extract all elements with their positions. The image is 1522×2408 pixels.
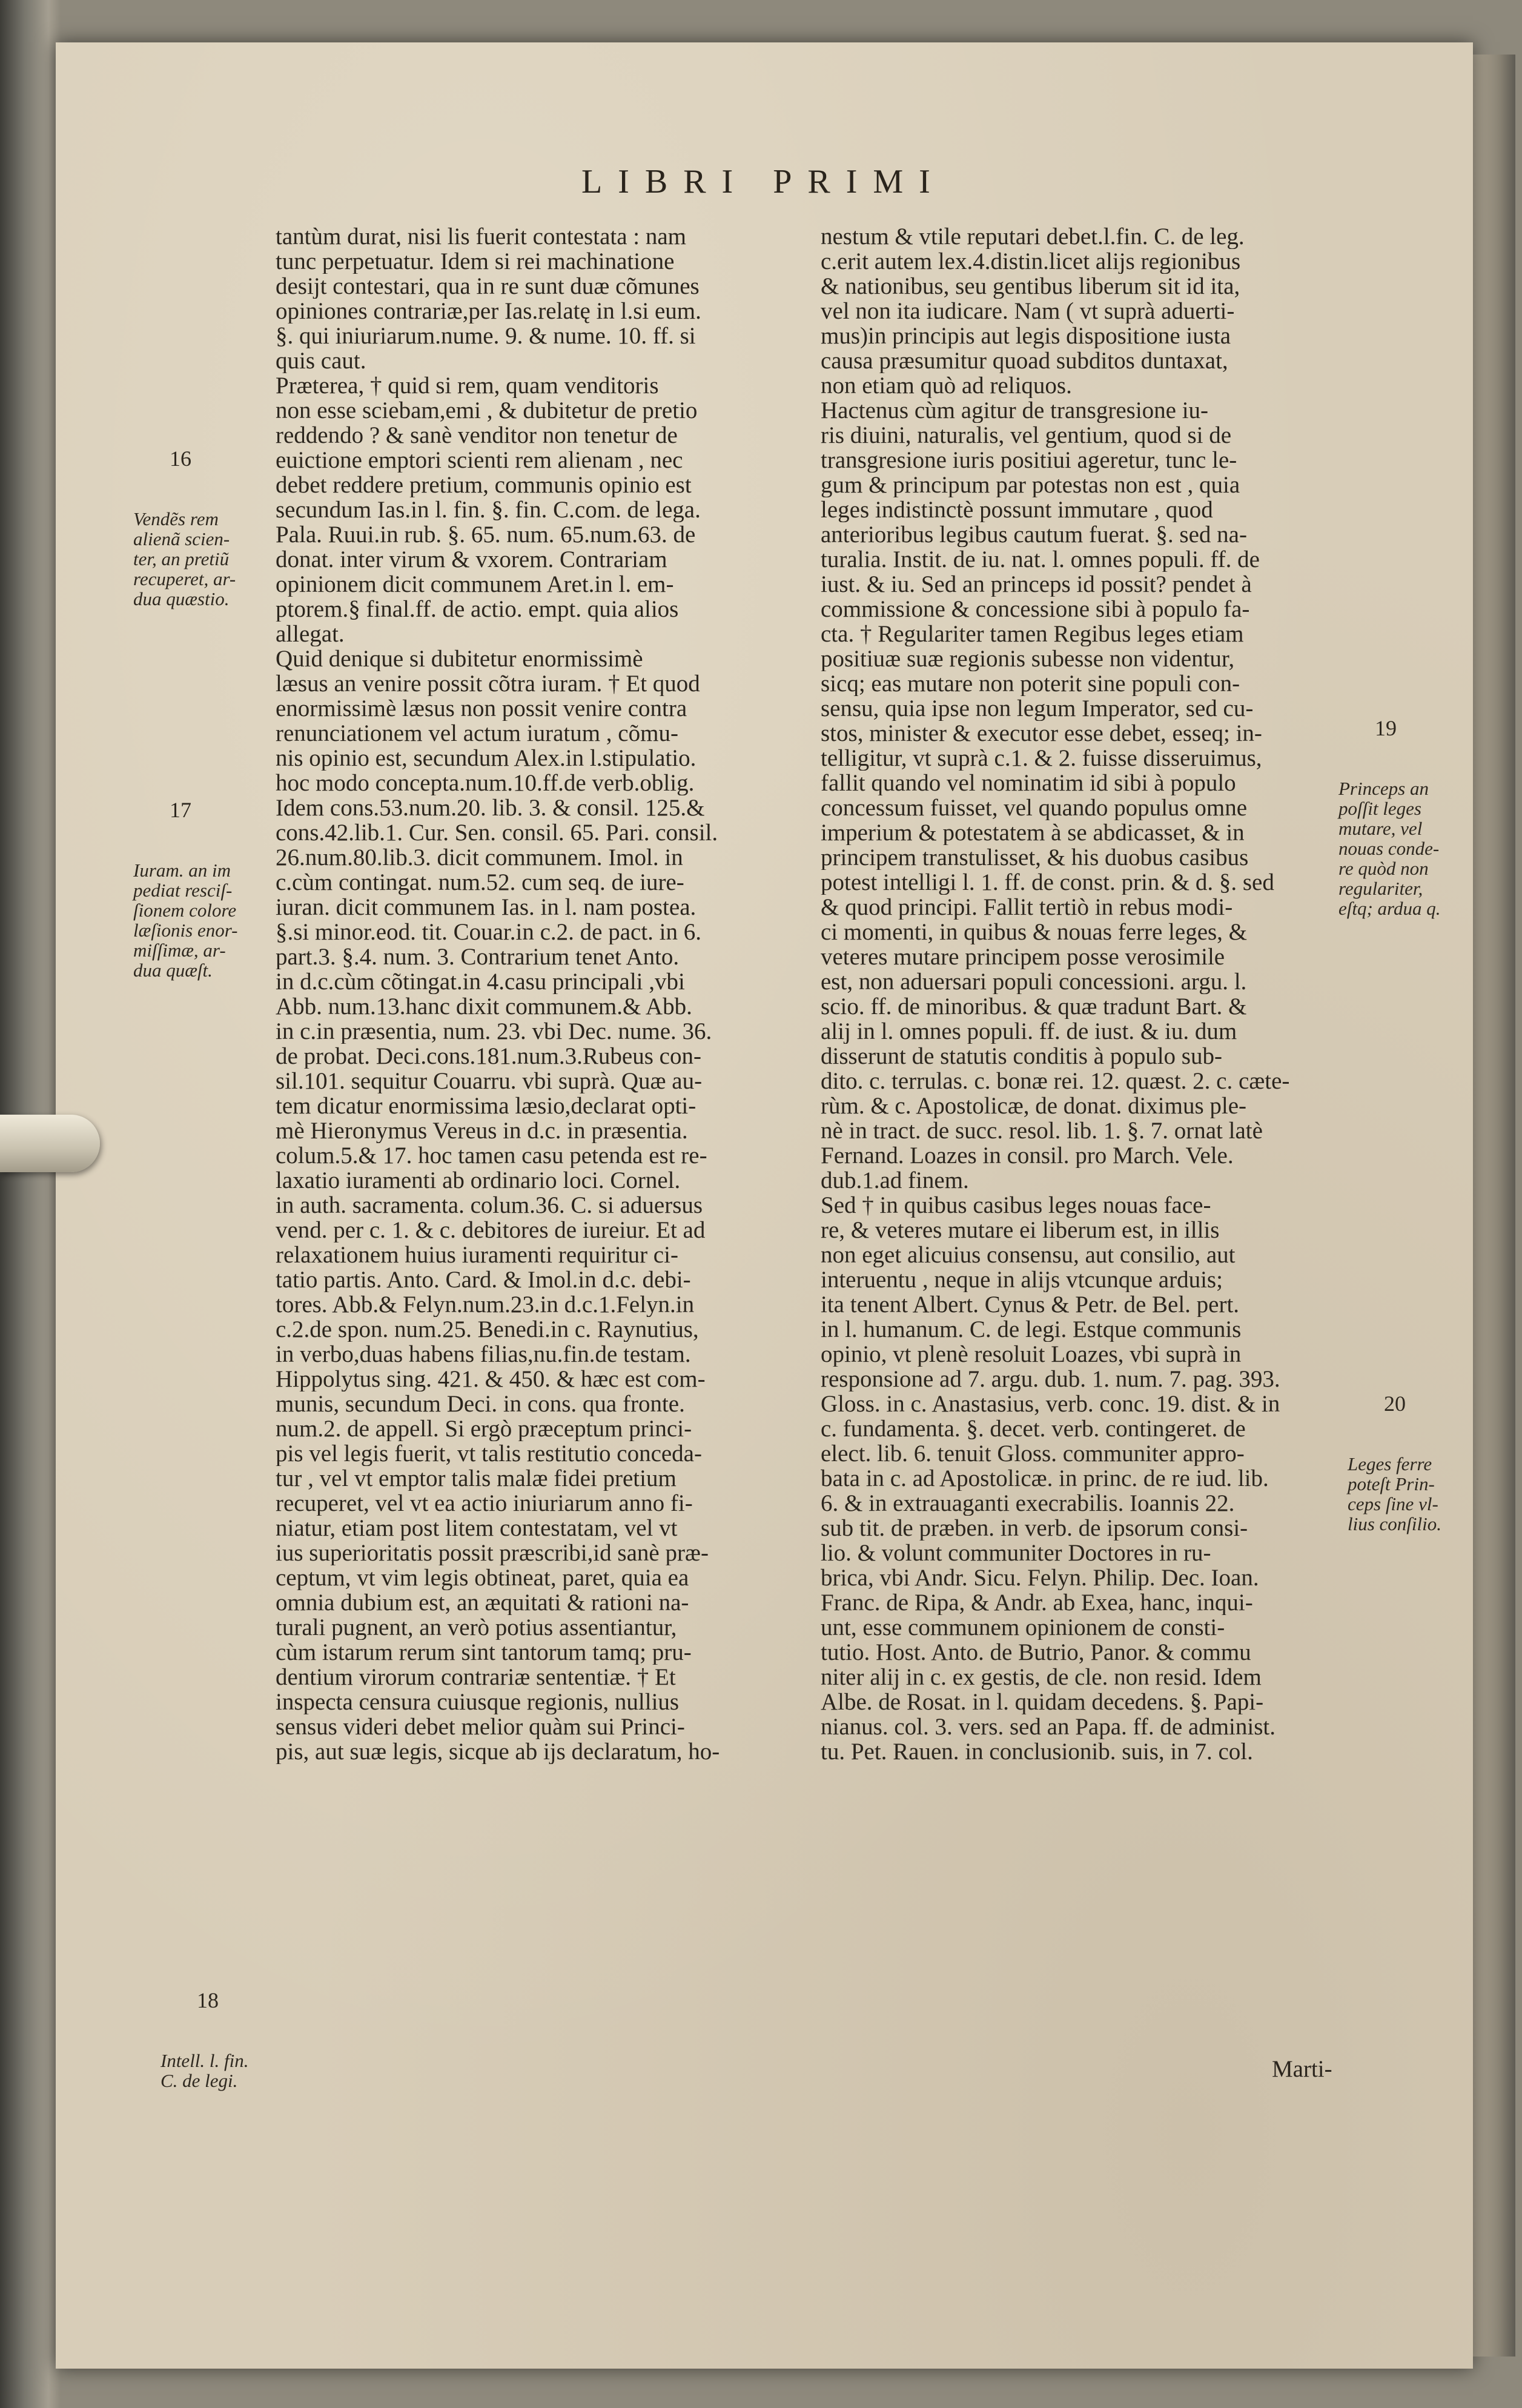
text-line: potest intelligi l. 1. ff. de const. prin. & d. §. sed bbox=[821, 870, 1274, 895]
margin-note-line: poteſt Prin- bbox=[1348, 1473, 1435, 1494]
text-line: opinionem dicit communem Aret.in l. em- bbox=[276, 572, 674, 597]
text-line: nestum & vtile reputari debet.l.fin. C. de leg. bbox=[821, 224, 1245, 249]
margin-note-line: ter, an pretiũ bbox=[133, 548, 230, 569]
text-line: & quod principi. Fallit tertiò in rebus modi- bbox=[821, 895, 1233, 920]
text-line: 26.num.80.lib.3. dicit communem. Imol. in bbox=[276, 845, 683, 870]
text-line: nis opinio est, secundum Alex.in l.stipulatio. bbox=[276, 746, 696, 771]
text-line: niter alij in c. ex gestis, de cle. non resid. Idem bbox=[821, 1665, 1262, 1690]
text-line: opinio, vt plenè resoluit Loazes, vbi suprà in bbox=[821, 1342, 1242, 1367]
margin-note-17 bbox=[133, 760, 273, 1000]
text-line: interuentu , neque in alijs vtcunque arduis; bbox=[821, 1267, 1223, 1292]
text-line: iust. & iu. Sed an princeps id possit? pendet à bbox=[821, 572, 1252, 597]
margin-note-16 bbox=[133, 409, 273, 629]
margin-note-line: læſionis enor- bbox=[133, 920, 238, 941]
text-line: tur , vel vt emptor talis malæ fidei pretium bbox=[276, 1466, 677, 1491]
text-line: desijt contestari, qua in re sunt duæ cõmunes bbox=[276, 274, 700, 299]
margin-note-number: 16 bbox=[170, 446, 191, 471]
text-line: commissione & concessione sibi à populo fa- bbox=[821, 597, 1250, 622]
text-line: §.si minor.eod. tit. Couar.in c.2. de pact. in 6. bbox=[276, 920, 701, 944]
margin-note-line: Vendẽs rem bbox=[133, 508, 219, 529]
text-line: cta. † Regulariter tamen Regibus leges etiam bbox=[821, 622, 1244, 646]
text-line: part.3. §.4. num. 3. Contrarium tenet Anto. bbox=[276, 944, 680, 969]
text-line: dentium virorum contrariæ sententiæ. † Et bbox=[276, 1665, 676, 1690]
text-line: Pala. Ruui.in rub. §. 65. num. 65.num.63. de bbox=[276, 522, 696, 547]
text-line: Sed † in quibus casibus leges nouas face- bbox=[821, 1193, 1211, 1218]
text-line: & nationibus, seu gentibus liberum sit id ita, bbox=[821, 274, 1240, 299]
text-line: unt, esse communem opinionem de consti- bbox=[821, 1615, 1225, 1640]
text-line: in l. humanum. C. de legi. Estque communis bbox=[821, 1317, 1242, 1342]
text-line: pis vel legis fuerit, vt talis restitutio conceda- bbox=[276, 1441, 702, 1466]
text-line: §. qui iniuriarum.nume. 9. & nume. 10. ff. si bbox=[276, 323, 696, 348]
text-line: in d.c.cùm cõtingat.in 4.casu principali ,vbi bbox=[276, 969, 685, 994]
text-line: ita tenent Albert. Cynus & Petr. de Bel. pert. bbox=[821, 1292, 1240, 1317]
text-line: transgresione iuris positiui ageretur, tunc le- bbox=[821, 448, 1237, 473]
text-line: disserunt de statutis conditis à populo sub- bbox=[821, 1044, 1222, 1069]
text-line: recuperet, vel vt ea actio iniuriarum anno fi- bbox=[276, 1491, 693, 1516]
text-line: leges indistinctè possunt immutare , quod bbox=[821, 497, 1213, 522]
text-line: euictione emptori scienti rem alienam , nec bbox=[276, 448, 683, 473]
margin-note-line: mutare, vel bbox=[1338, 818, 1423, 839]
text-line: reddendo ? & sanè venditor non tenetur de bbox=[276, 423, 678, 448]
text-line: gum & principum par potestas non est , quia bbox=[821, 473, 1240, 497]
text-line: enormissimè læsus non possit venire contra bbox=[276, 696, 687, 721]
margin-note-line: miſſimæ, ar- bbox=[133, 940, 226, 961]
text-line: cùm istarum rerum sint tantorum tamq; pru- bbox=[276, 1640, 692, 1665]
text-line: Hippolytus sing. 421. & 450. & hæc est com- bbox=[276, 1367, 706, 1391]
text-line: opiniones contrariæ,per Ias.relatę in l.si eum. bbox=[276, 299, 701, 323]
text-line: est, non aduersari populi concessioni. argu. l. bbox=[821, 969, 1247, 994]
text-line: Franc. de Ripa, & Andr. ab Exea, hanc, inqui- bbox=[821, 1590, 1253, 1615]
text-line: mus)in principis aut legis dispositione iusta bbox=[821, 323, 1231, 348]
text-line: mè Hieronymus Vereus in d.c. in præsentia. bbox=[276, 1118, 688, 1143]
page-clip bbox=[0, 1115, 100, 1172]
text-line: re, & veteres mutare ei liberum est, in illis bbox=[821, 1218, 1220, 1242]
text-line: omnia dubium est, an æquitati & rationi na- bbox=[276, 1590, 689, 1615]
text-line: hoc modo concepta.num.10.ff.de verb.oblig. bbox=[276, 771, 695, 795]
text-line: non esse sciebam,emi , & dubitetur de pretio bbox=[276, 398, 698, 423]
text-line: allegat. bbox=[276, 622, 345, 646]
text-line: num.2. de appell. Si ergò præceptum princi- bbox=[276, 1416, 692, 1441]
text-line: colum.5.& 17. hoc tamen casu petenda est re- bbox=[276, 1143, 707, 1168]
text-line: turali pugnent, an verò potius assentiantur, bbox=[276, 1615, 677, 1640]
margin-note-line: lius conſilio. bbox=[1348, 1513, 1441, 1534]
margin-note-line: recuperet, ar- bbox=[133, 568, 236, 589]
margin-note-line: Iuram. an im bbox=[133, 860, 231, 881]
text-line: tatio partis. Anto. Card. & Imol.in d.c. debi- bbox=[276, 1267, 691, 1292]
text-line: c.cùm contingat. num.52. cum seq. de iure- bbox=[276, 870, 684, 895]
text-line: Idem cons.53.num.20. lib. 3. & consil. 125.& bbox=[276, 795, 705, 820]
margin-note-20 bbox=[1348, 1354, 1475, 1554]
text-line: principem transtulisset, & his duobus casibus bbox=[821, 845, 1249, 870]
text-line: causa præsumitur quoad subditos duntaxat, bbox=[821, 348, 1228, 373]
margin-note-line: ceps ſine vl- bbox=[1348, 1493, 1438, 1514]
catchword: Marti- bbox=[1272, 2056, 1332, 2082]
margin-note-line: Princeps an bbox=[1338, 778, 1429, 799]
text-line: in verbo,duas habens filias,nu.fin.de testam. bbox=[276, 1342, 691, 1367]
page-header: LIBRI PRIMI bbox=[581, 163, 946, 201]
text-line: bata in c. ad Apostolicæ. in princ. de re iud. lib. bbox=[821, 1466, 1269, 1491]
text-line: ris diuini, naturalis, vel gentium, quod si de bbox=[821, 423, 1232, 448]
text-line: c. fundamenta. §. decet. verb. contingeret. de bbox=[821, 1416, 1246, 1441]
text-line: dub.1.ad finem. bbox=[821, 1168, 969, 1193]
text-line: dito. c. terrulas. c. bonæ rei. 12. quæst. 2. c. cæte- bbox=[821, 1069, 1290, 1093]
margin-note-line: C. de legi. bbox=[160, 2070, 238, 2091]
margin-note-line: alienã scien- bbox=[133, 528, 230, 549]
right-text-column bbox=[821, 224, 1348, 1764]
text-line: tantùm durat, nisi lis fuerit contestata : nam bbox=[276, 224, 687, 249]
margin-note-line: nouas conde- bbox=[1338, 838, 1440, 859]
text-line: de probat. Deci.cons.181.num.3.Rubeus con- bbox=[276, 1044, 701, 1069]
text-line: 6. & in extrauaganti execrabilis. Ioannis 22. bbox=[821, 1491, 1235, 1516]
text-line: ius superioritatis possit præscribi,id sanè præ- bbox=[276, 1541, 709, 1565]
text-line: renunciationem vel actum iuratum , cõmu- bbox=[276, 721, 678, 746]
page-edge bbox=[1473, 55, 1515, 2357]
margin-note-line: Intell. l. fin. bbox=[160, 2050, 249, 2071]
text-line: alij in l. omnes populi. ff. de iust. & iu. dum bbox=[821, 1019, 1237, 1044]
text-line: sub tit. de præben. in verb. de ipsorum consi- bbox=[821, 1516, 1248, 1541]
text-line: telligitur, vt suprà c.1. & 2. fuisse disseruimus, bbox=[821, 746, 1262, 771]
text-line: vel non ita iudicare. Nam ( vt suprà aduerti- bbox=[821, 299, 1235, 323]
text-line: secundum Ias.in l. fin. §. fin. C.com. de lega. bbox=[276, 497, 701, 522]
text-line: relaxationem huius iuramenti requiritur ci- bbox=[276, 1242, 678, 1267]
text-line: pis, aut suæ legis, sicque ab ijs declaratum, ho- bbox=[276, 1739, 720, 1764]
text-line: stos, minister & executor esse debet, esseq; in- bbox=[821, 721, 1262, 746]
left-text-column bbox=[276, 224, 796, 1764]
text-line: brica, vbi Andr. Sicu. Felyn. Philip. Dec. Ioan. bbox=[821, 1565, 1259, 1590]
margin-note-line: re quòd non bbox=[1338, 858, 1429, 879]
text-line: tu. Pet. Rauen. in conclusionib. suis, in 7. col. bbox=[821, 1739, 1253, 1764]
text-line: laxatio iuramenti ab ordinario loci. Cornel. bbox=[276, 1168, 681, 1193]
text-line: tores. Abb.& Felyn.num.23.in d.c.1.Felyn.in bbox=[276, 1292, 695, 1317]
margin-note-line: regulariter, bbox=[1338, 878, 1423, 899]
margin-note-number: 17 bbox=[170, 798, 191, 822]
text-line: nè in tract. de succ. resol. lib. 1. §. 7. ornat latè bbox=[821, 1118, 1263, 1143]
text-line: Albe. de Rosat. in l. quidam decedens. §. Papi- bbox=[821, 1690, 1264, 1714]
text-line: læsus an venire possit cõtra iuram. † Et quod bbox=[276, 671, 700, 696]
text-line: non eget alicuius consensu, aut consilio, aut bbox=[821, 1242, 1236, 1267]
text-line: iuran. dicit communem Ias. in l. nam postea. bbox=[276, 895, 696, 920]
text-line: concessum fuisset, vel quando populus omne bbox=[821, 795, 1248, 820]
text-line: elect. lib. 6. tenuit Gloss. communiter appro- bbox=[821, 1441, 1245, 1466]
text-line: sicq; eas mutare non poterit sine populi con- bbox=[821, 671, 1240, 696]
text-line: Quid denique si dubitetur enormissimè bbox=[276, 646, 643, 671]
text-line: tem dicatur enormissima læsio,declarat opti- bbox=[276, 1093, 696, 1118]
text-line: tutio. Host. Anto. de Butrio, Panor. & commu bbox=[821, 1640, 1251, 1665]
text-line: debet reddere pretium, communis opinio est bbox=[276, 473, 692, 497]
text-line: Fernand. Loazes in consil. pro March. Vele. bbox=[821, 1143, 1234, 1168]
text-line: c.2.de spon. num.25. Benedi.in c. Raynutius, bbox=[276, 1317, 699, 1342]
text-line: cons.42.lib.1. Cur. Sen. consil. 65. Pari. consil. bbox=[276, 820, 718, 845]
margin-note-line: eſtq; ardua q. bbox=[1338, 898, 1441, 919]
text-line: munis, secundum Deci. in cons. qua fronte. bbox=[276, 1391, 685, 1416]
text-line: tunc perpetuatur. Idem si rei machinatione bbox=[276, 249, 675, 274]
margin-note-line: pediat resciſ- bbox=[133, 880, 233, 901]
text-line: rùm. & c. Apostolicæ, de donat. diximus ple- bbox=[821, 1093, 1247, 1118]
text-line: in auth. sacramenta. colum.36. C. si aduersus bbox=[276, 1193, 703, 1218]
text-line: nianus. col. 3. vers. sed an Papa. ff. de administ. bbox=[821, 1714, 1276, 1739]
text-line: ceptum, vt vim legis obtineat, paret, quia ea bbox=[276, 1565, 689, 1590]
text-line: c.erit autem lex.4.distin.licet alijs regionibus bbox=[821, 249, 1241, 274]
text-line: Hactenus cùm agitur de transgresione iu- bbox=[821, 398, 1209, 423]
margin-note-line: dua quæſt. bbox=[133, 960, 213, 981]
margin-note-number: 20 bbox=[1384, 1391, 1406, 1416]
text-line: scio. ff. de minoribus. & quæ tradunt Bart. & bbox=[821, 994, 1247, 1019]
text-line: fallit quando vel nominatim id sibi à populo bbox=[821, 771, 1236, 795]
text-line: quis caut. bbox=[276, 348, 366, 373]
text-line: responsione ad 7. argu. dub. 1. num. 7. pag. 393. bbox=[821, 1367, 1280, 1391]
text-line: anterioribus legibus cautum fuerat. §. sed na- bbox=[821, 522, 1247, 547]
margin-note-line: dua quæstio. bbox=[133, 588, 230, 609]
margin-note-line: poſſit leges bbox=[1338, 798, 1421, 819]
text-line: Abb. num.13.hanc dixit communem.& Abb. bbox=[276, 994, 692, 1019]
text-line: niatur, etiam post litem contestatam, vel vt bbox=[276, 1516, 678, 1541]
text-line: turalia. Instit. de iu. nat. l. omnes populi. ff. de bbox=[821, 547, 1260, 572]
text-line: inspecta censura cuiusque regionis, nullius bbox=[276, 1690, 680, 1714]
text-line: sensu, quia ipse non legum Imperator, sed cu- bbox=[821, 696, 1254, 721]
text-line: Præterea, † quid si rem, quam venditoris bbox=[276, 373, 659, 398]
text-line: imperium & potestatem à se abdicasset, & in bbox=[821, 820, 1245, 845]
text-line: positiuæ suæ regionis subesse non videntur, bbox=[821, 646, 1235, 671]
margin-note-line: ſionem colore bbox=[133, 900, 237, 921]
text-line: donat. inter virum & vxorem. Contrariam bbox=[276, 547, 667, 572]
margin-note-number: 19 bbox=[1375, 716, 1397, 740]
text-line: sensus videri debet melior quàm sui Princi- bbox=[276, 1714, 685, 1739]
margin-note-19 bbox=[1338, 678, 1475, 938]
text-line: ci momenti, in quibus & nouas ferre leges, & bbox=[821, 920, 1248, 944]
text-line: in c.in præsentia, num. 23. vbi Dec. nume. 36. bbox=[276, 1019, 712, 1044]
text-line: Gloss. in c. Anastasius, verb. conc. 19. dist. & in bbox=[821, 1391, 1280, 1416]
text-line: ptorem.§ final.ff. de actio. empt. quia alios bbox=[276, 597, 679, 622]
text-line: lio. & volunt communiter Doctores in ru- bbox=[821, 1541, 1211, 1565]
margin-note-number: 18 bbox=[197, 1988, 219, 2012]
text-line: non etiam quò ad reliquos. bbox=[821, 373, 1072, 398]
text-line: vend. per c. 1. & c. debitores de iureiur. Et ad bbox=[276, 1218, 706, 1242]
margin-note-18 bbox=[160, 1951, 276, 2111]
margin-note-line: Leges ferre bbox=[1348, 1453, 1432, 1474]
text-line: sil.101. sequitur Couarru. vbi suprà. Quæ au- bbox=[276, 1069, 703, 1093]
text-line: veteres mutare principem posse verosimile bbox=[821, 944, 1225, 969]
